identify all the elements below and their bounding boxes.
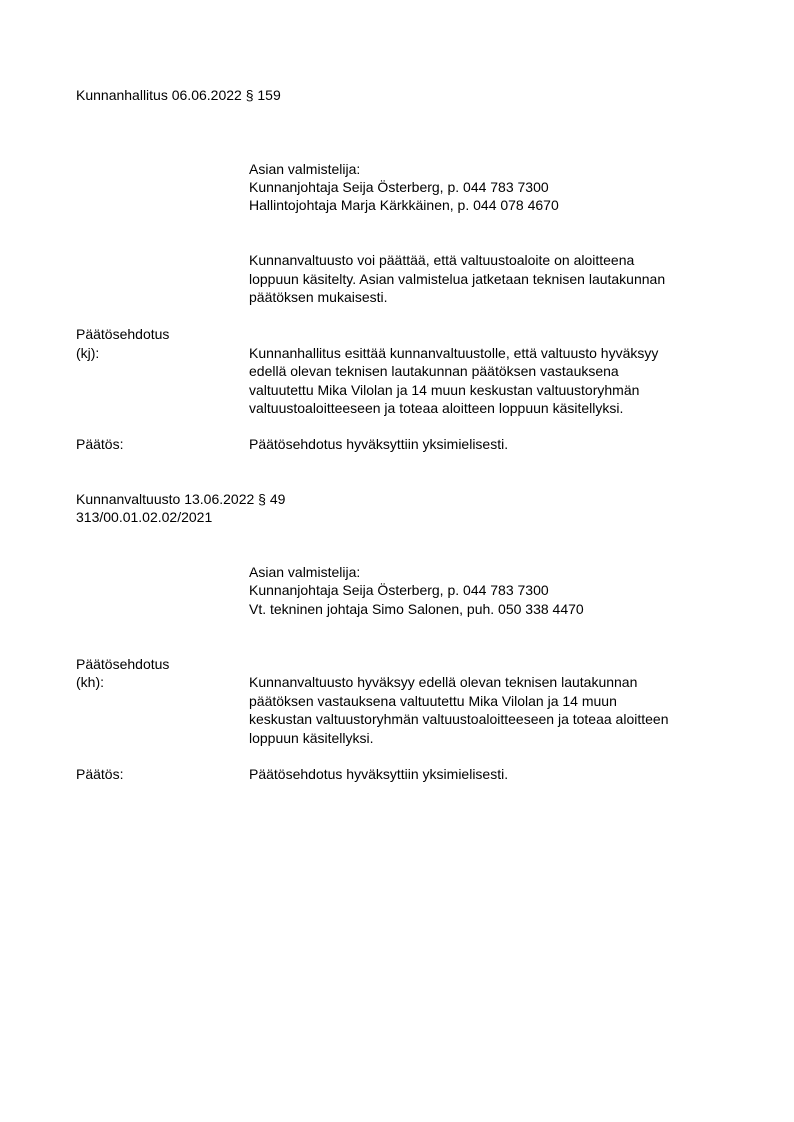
section2-proposal-line-1: Kunnanvaltuusto hyväksyy edellä olevan teknisen lautakunnan [249,674,638,690]
section1-decision-label: Päätös: [76,436,124,452]
section2-decision-label: Päätös: [76,766,124,782]
section2-proposal-line-4: loppuun käsitellyksi. [249,730,374,746]
section2-reference: 313/00.01.02.02/2021 [76,509,213,525]
section1-proposal-line-4: valtuustoaloitteeseen ja toteaa aloitteen loppuun käsitellyksi. [249,400,624,416]
section2-preparer-2: Vt. tekninen johtaja Simo Salonen, puh. 050 338 4470 [249,601,584,617]
section1-preparer-2: Hallintojohtaja Marja Kärkkäinen, p. 044 078 4670 [249,197,559,213]
section1-body-line-3: päätöksen mukaisesti. [249,289,388,305]
section1-decision-text: Päätösehdotus hyväksyttiin yksimielisesti. [249,436,509,452]
section2-heading: Kunnanvaltuusto 13.06.2022 § 49 [76,491,286,507]
section1-proposal-line-2: edellä olevan teknisen lautakunnan päätöksen vastauksena [249,363,619,379]
section1-heading: Kunnanhallitus 06.06.2022 § 159 [76,87,281,103]
section2-proposal-line-2: päätöksen vastauksena valtuutettu Mika Vilolan ja 14 muun [249,693,617,709]
section1-proposal-line-3: valtuutettu Mika Vilolan ja 14 muun keskustan valtuustoryhmän [249,382,640,398]
section2-proposal-label: Päätösehdotus [76,656,170,672]
section2-proposal-sub: (kh): [76,674,104,690]
section1-preparer-1: Kunnanjohtaja Seija Österberg, p. 044 783 7300 [249,179,549,195]
section1-body-line-2: loppuun käsitelty. Asian valmistelua jatketaan teknisen lautakunnan [249,271,666,287]
section2-decision-text: Päätösehdotus hyväksyttiin yksimielisesti. [249,766,509,782]
section1-proposal-sub: (kj): [76,345,100,361]
section2-proposal-line-3: keskustan valtuustoryhmän valtuustoaloitteeseen ja toteaa aloitteen [249,711,669,727]
section2-preparer-1: Kunnanjohtaja Seija Österberg, p. 044 783 7300 [249,582,549,598]
section2-preparer-title: Asian valmistelija: [249,564,361,580]
section1-proposal-line-1: Kunnanhallitus esittää kunnanvaltuustolle, että valtuusto hyväksyy [249,345,659,361]
section1-body-line-1: Kunnanvaltuusto voi päättää, että valtuustoaloite on aloitteena [249,252,635,268]
section1-preparer-title: Asian valmistelija: [249,161,361,177]
section1-proposal-label: Päätösehdotus [76,326,170,342]
